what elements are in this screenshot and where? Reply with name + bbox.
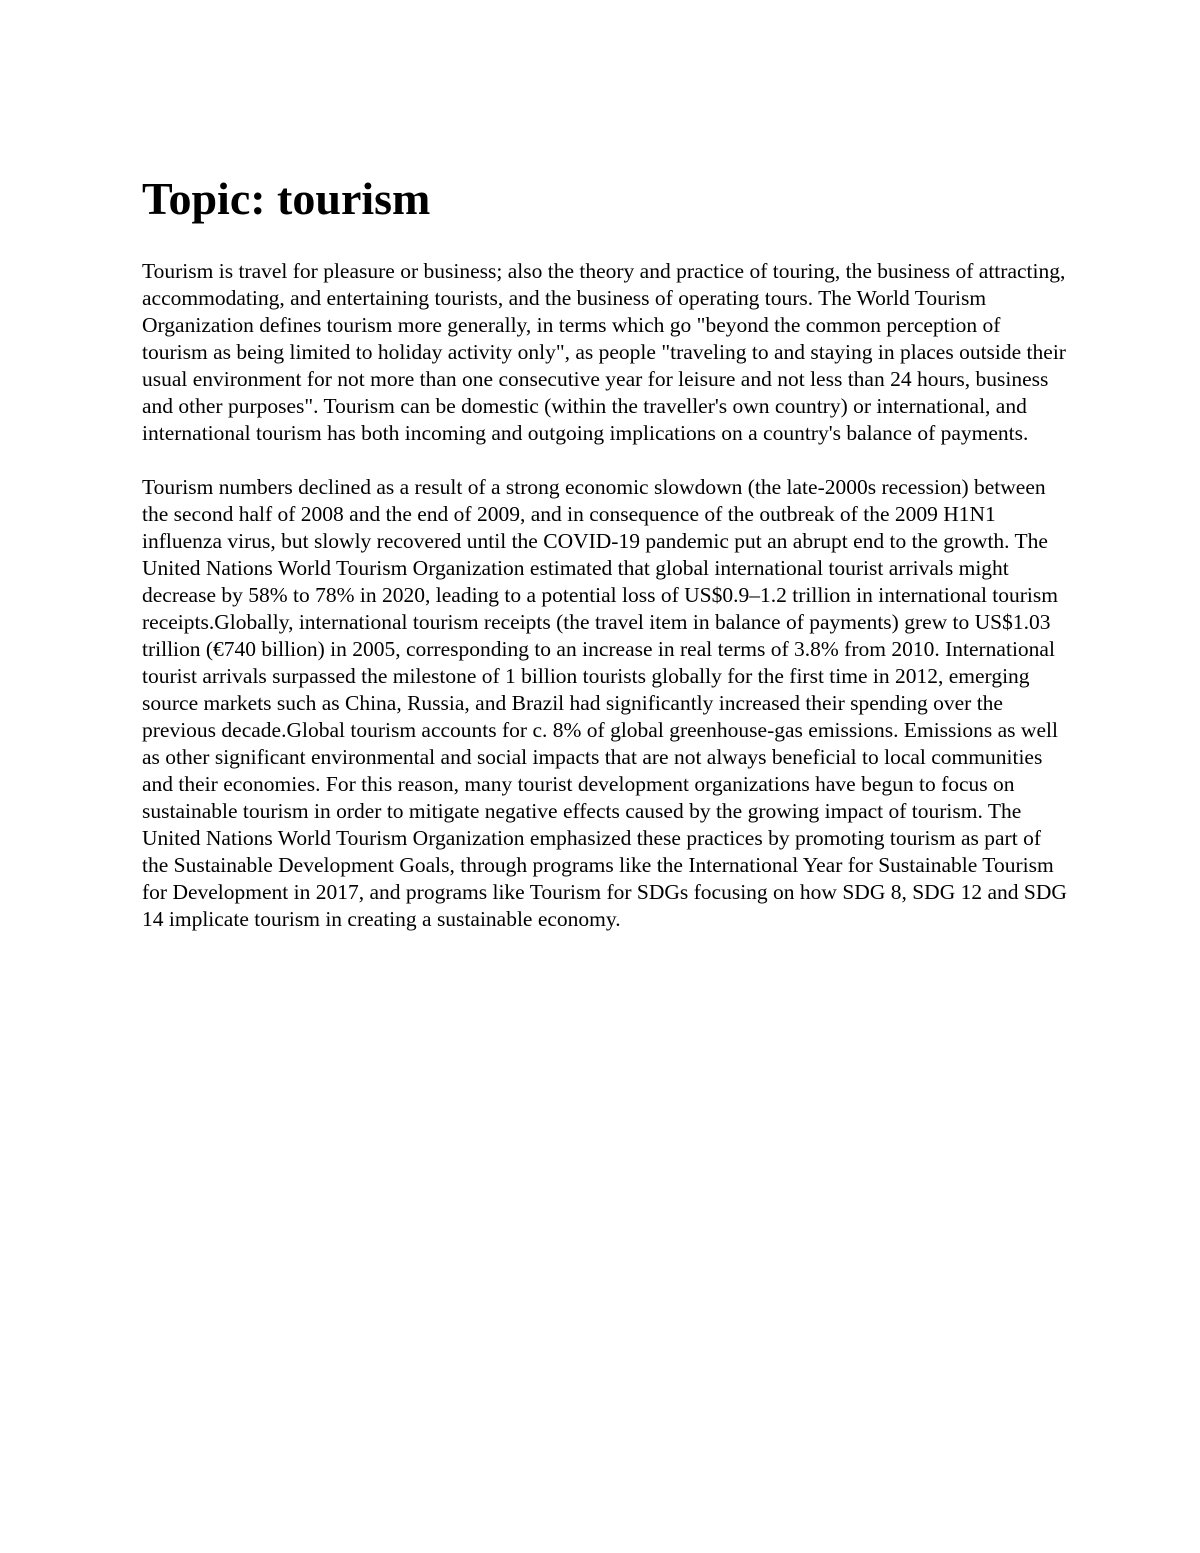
paragraph-definition: Tourism is travel for pleasure or business; also the theory and practice of touring, the business of attracting, accommodating, and entertaining tourists, and the business of operating tours. The World Tourism Organization defines tourism more generally, in terms which go "beyond the common perception of tourism as being limited to holiday activity only", as people "traveling to and staying in places outside their usual environment for not more than one consecutive year for leisure and not less than 24 hours, business and other purposes". Tourism can be domestic (within the traveller's own country) or international, and international tourism has both incoming and outgoing implications on a country's balance of payments. [142, 259, 1066, 445]
paragraph-trends: Tourism numbers declined as a result of a strong economic slowdown (the late-2000s recession) between the second half of 2008 and the end of 2009, and in consequence of the outbreak of the 2009 H1N1 influenza virus, but slowly recovered until the COVID-19 pandemic put an abrupt end to the growth. The United Nations World Tourism Organization estimated that global international tourist arrivals might decrease by 58% to 78% in 2020, leading to a potential loss of US$0.9–1.2 trillion in international tourism receipts.Globally, international tourism receipts (the travel item in balance of payments) grew to US$1.03 trillion (€740 billion) in 2005, corresponding to an increase in real terms of 3.8% from 2010. International tourist arrivals surpassed the milestone of 1 billion tourists globally for the first time in 2012, emerging source markets such as China, Russia, and Brazil had significantly increased their spending over the previous decade.Global tourism accounts for c. 8% of global greenhouse-gas emissions. Emissions as well as other significant environmental and social impacts that are not always beneficial to local communities and their economies. For this reason, many tourist development organizations have begun to focus on sustainable tourism in order to mitigate negative effects caused by the growing impact of tourism. The United Nations World Tourism Organization emphasized these practices by promoting tourism as part of the Sustainable Development Goals, through programs like the International Year for Sustainable Tourism for Development in 2017, and programs like Tourism for SDGs focusing on how SDG 8, SDG 12 and SDG 14 implicate tourism in creating a sustainable economy. [142, 475, 1067, 931]
document-page [142, 170, 1067, 960]
document-title: Topic: tourism [142, 173, 431, 224]
